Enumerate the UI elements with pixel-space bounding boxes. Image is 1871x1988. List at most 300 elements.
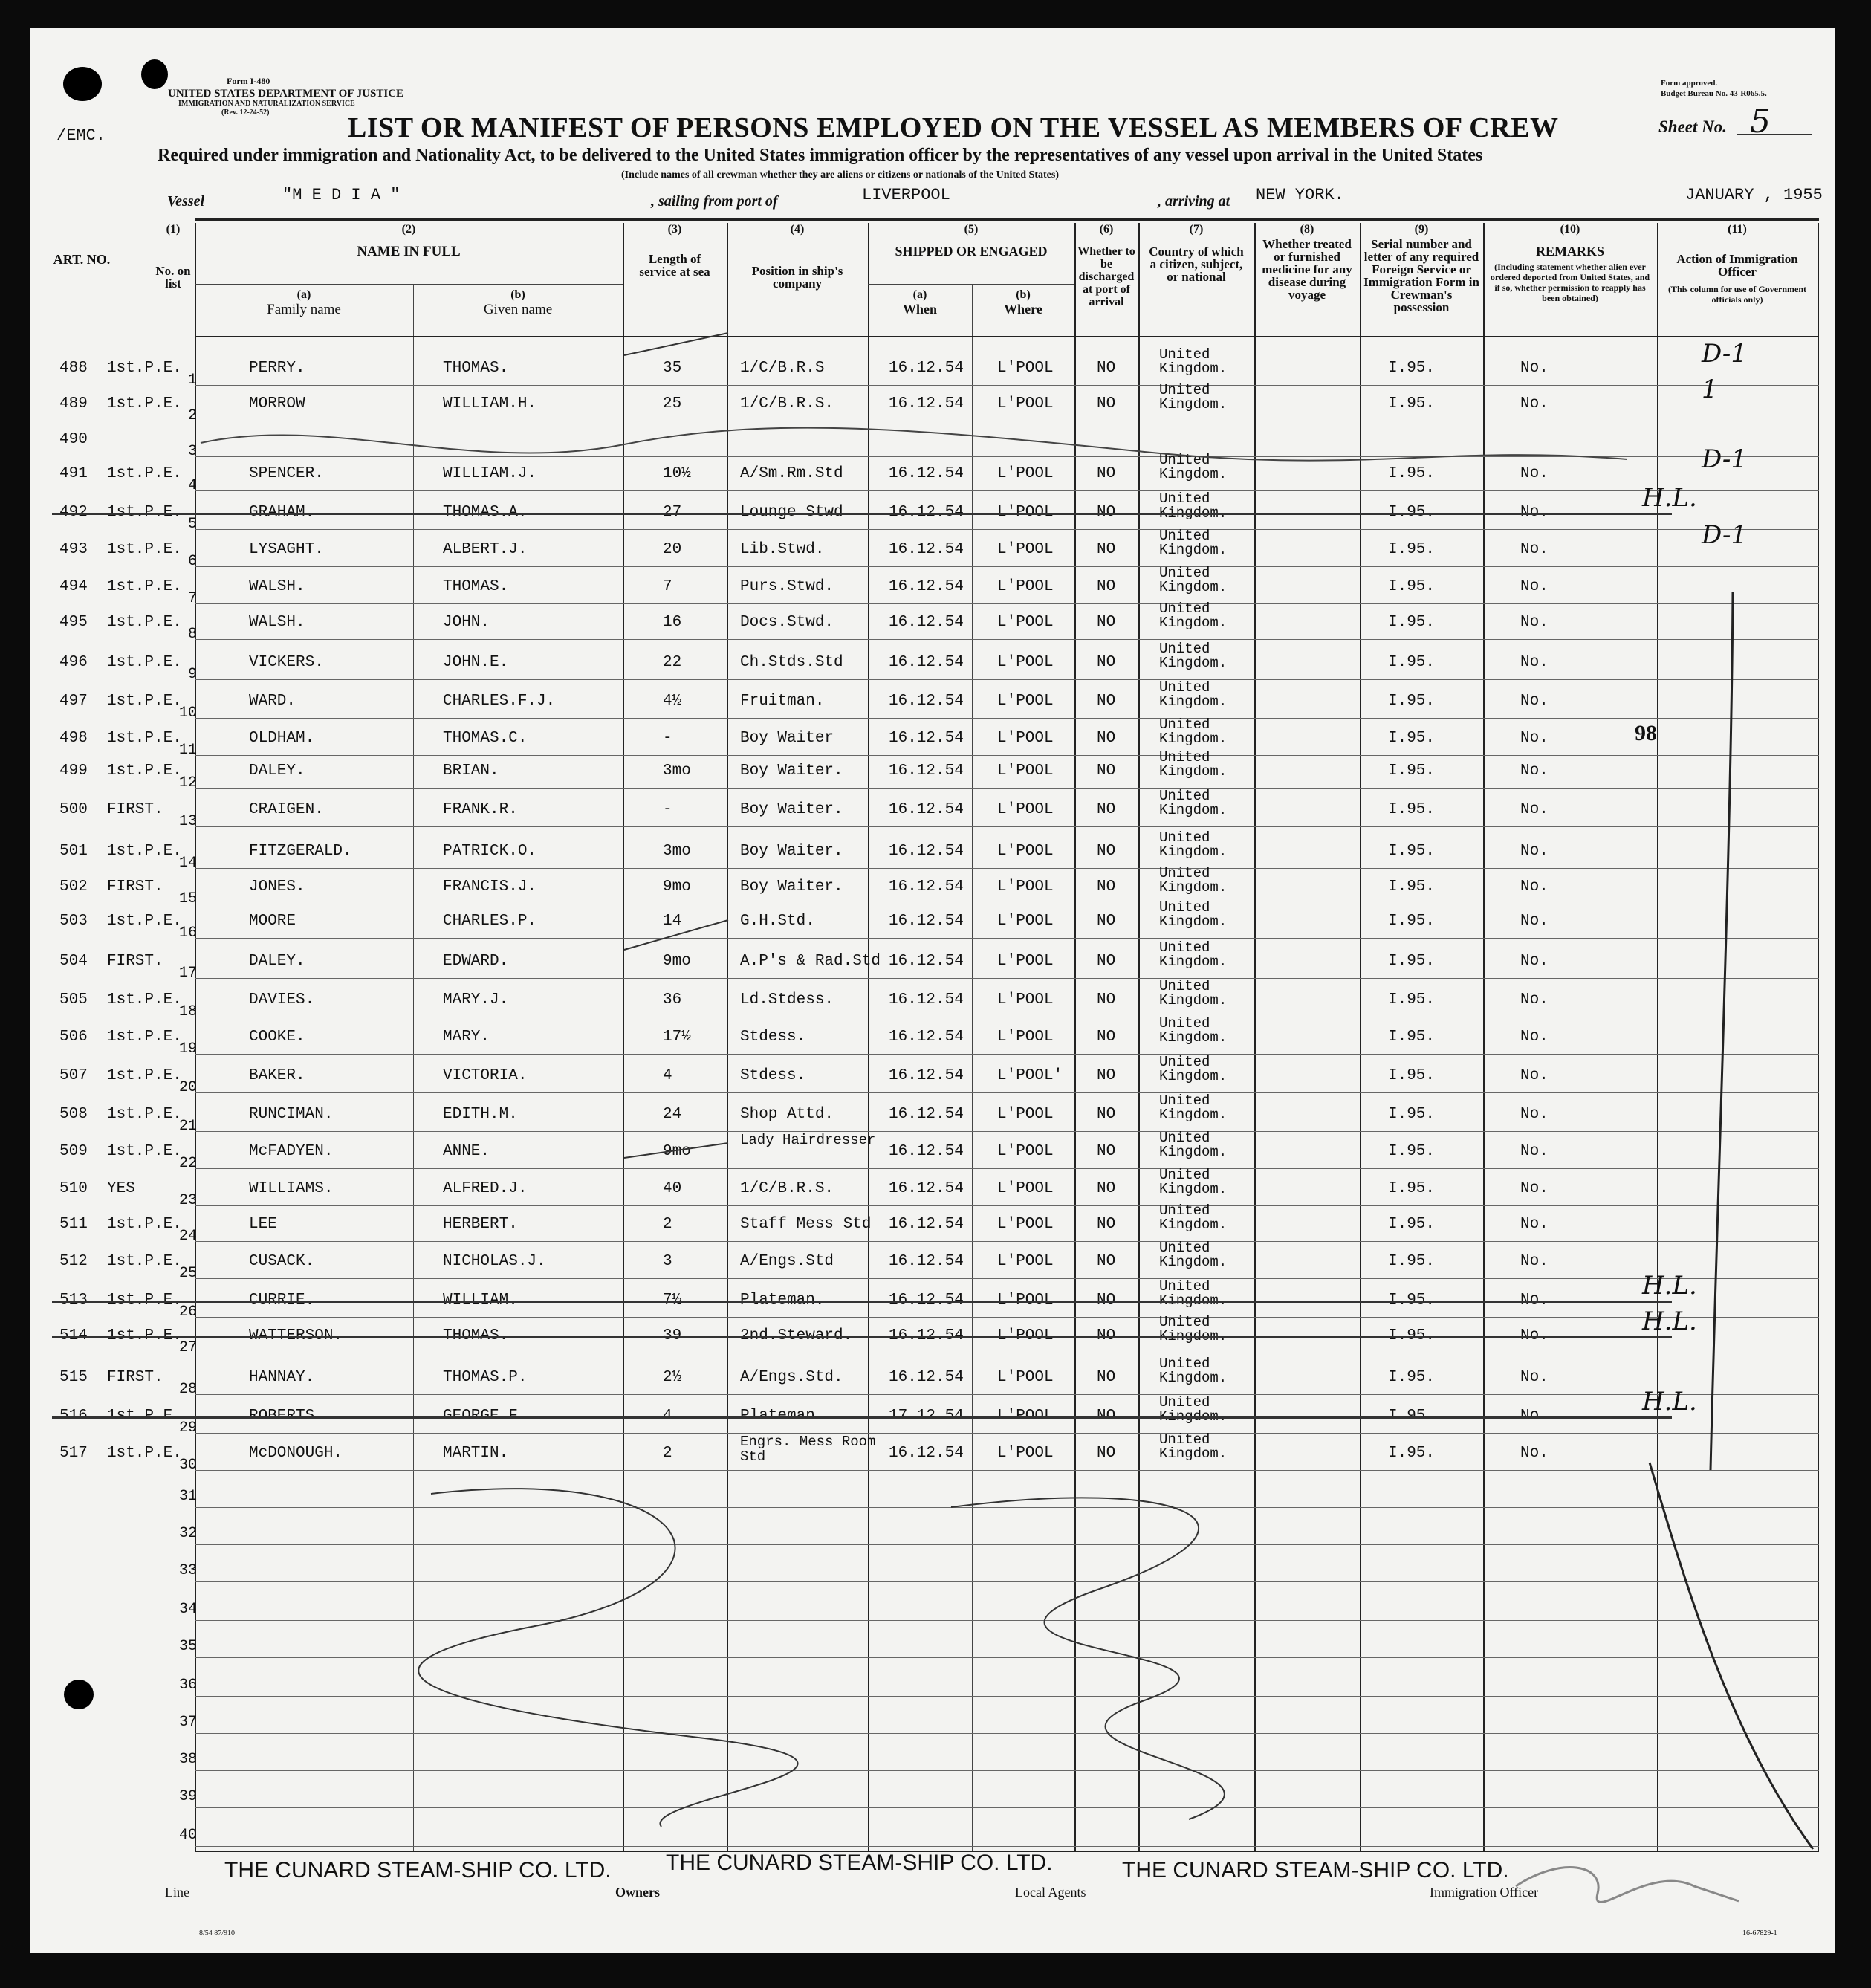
discharged: NO	[1097, 953, 1116, 970]
discharged: NO	[1097, 360, 1116, 377]
list-number: 15	[178, 890, 197, 907]
family-name: DALEY.	[249, 953, 305, 970]
country: United Kingdom.	[1159, 716, 1228, 747]
serial-form: I.95.	[1388, 1445, 1436, 1462]
family-name: LYSAGHT.	[249, 541, 324, 558]
position: Fruitman.	[740, 693, 825, 710]
position: Stdess.	[740, 1067, 806, 1084]
discharged: NO	[1097, 1216, 1116, 1233]
officer-action: D-1	[1702, 339, 1748, 369]
rating-class: 1st.P.E.	[107, 541, 182, 558]
remarks: No.	[1520, 801, 1549, 818]
immigration-officer-signature	[1516, 1868, 1739, 1903]
shipped-when: 16.12.54	[889, 730, 964, 747]
col9-header: Serial number and letter of any required Foreign Service or Immigration Form in Crewman's possession	[1363, 237, 1479, 314]
remarks: No.	[1520, 878, 1549, 896]
serial-form: I.95.	[1388, 763, 1436, 780]
rating-class: 1st.P.E.	[107, 360, 182, 377]
remarks: No.	[1520, 1216, 1549, 1233]
officer-action: H.L.	[1642, 483, 1697, 513]
list-number: 21	[178, 1118, 197, 1135]
art-number: 493	[59, 541, 88, 558]
serial-form: I.95.	[1388, 465, 1436, 482]
rating-class: 1st.P.E.	[107, 654, 182, 671]
serial-form: I.95.	[1388, 843, 1436, 860]
length-of-service: 3	[663, 1253, 672, 1270]
rating-class: 1st.P.E.	[107, 843, 182, 860]
form-subtitle: Required under immigration and Nationality Act, to be delivered to the United States immigration officer by the representatives of any vessel upon arrival in the United States	[158, 146, 1483, 165]
art-number: 512	[59, 1253, 88, 1270]
handwritten-side-number: 98	[1635, 721, 1657, 745]
remarks: No.	[1520, 953, 1549, 970]
empty-rows-squiggle-1	[418, 1489, 797, 1827]
revision-date: (Rev. 12-24-52)	[221, 109, 270, 117]
col11-header: Action of Immigration Officer	[1676, 252, 1798, 279]
list-number: 16	[178, 925, 197, 942]
art-number: 511	[59, 1216, 88, 1233]
length-of-service: 2	[663, 1216, 672, 1233]
shipped-where: L'POOL	[997, 913, 1054, 930]
art-number: 496	[59, 654, 88, 671]
family-name: LEE	[249, 1216, 277, 1233]
manifest-sheet	[30, 28, 1835, 1953]
shipped-where: L'POOL	[997, 843, 1054, 860]
family-name: CRAIGEN.	[249, 801, 324, 818]
given-name: ANNE.	[443, 1143, 490, 1160]
serial-form: I.95.	[1388, 614, 1436, 631]
col11-diagonal-line	[1650, 1463, 1813, 1849]
shipped-where: L'POOL	[997, 953, 1054, 970]
position: Shop Attd.	[740, 1106, 834, 1123]
family-name: OLDHAM.	[249, 730, 315, 747]
serial-form: I.95.	[1388, 395, 1436, 412]
col11-number: (11)	[1728, 223, 1747, 236]
given-name: THOMAS.C.	[443, 730, 528, 747]
col5-header: SHIPPED OR ENGAGED	[895, 244, 1048, 259]
art-number: 503	[59, 913, 88, 930]
col2-number: (2)	[401, 223, 416, 236]
shipped-when: 16.12.54	[889, 654, 964, 671]
shipped-where: L'POOL	[997, 763, 1054, 780]
position: 1/C/B.R.S.	[740, 395, 834, 412]
col5b-number: (b)	[1016, 288, 1031, 301]
printer-code-left: 8/54 87/910	[199, 1929, 236, 1937]
col7-header: Country of which a citizen, subject, or national	[1149, 245, 1244, 284]
officer-action: H.L.	[1642, 1271, 1697, 1301]
discharged: NO	[1097, 730, 1116, 747]
length-of-service: 3mo	[663, 763, 691, 780]
country: United Kingdom.	[1159, 1431, 1228, 1462]
remarks: No.	[1520, 913, 1549, 930]
position: A/Engs.Std.	[740, 1369, 843, 1386]
country: United Kingdom.	[1159, 939, 1228, 970]
arrival-date: JANUARY , 1955	[1685, 186, 1823, 204]
shipped-when: 16.12.54	[889, 878, 964, 896]
empty-row-number: 31	[178, 1488, 197, 1505]
remarks: No.	[1520, 541, 1549, 558]
col2a-number: (a)	[296, 288, 311, 301]
remarks: No.	[1520, 693, 1549, 710]
col10-note: (Including statement whether alien ever ordered deported from United States, and if so, whether permission to reapply has been obtained)	[1490, 262, 1650, 303]
position: Ld.Stdess.	[740, 991, 834, 1008]
given-name: THOMAS.	[443, 360, 509, 377]
country: United Kingdom.	[1159, 1356, 1228, 1386]
country: United Kingdom.	[1159, 528, 1228, 558]
serial-form: I.95.	[1388, 878, 1436, 896]
family-name: FITZGERALD.	[249, 843, 352, 860]
list-number: 1	[187, 372, 197, 389]
shipped-where: L'POOL	[997, 614, 1054, 631]
family-name: CUSACK.	[249, 1253, 315, 1270]
serial-form: I.95.	[1388, 541, 1436, 558]
discharged: NO	[1097, 654, 1116, 671]
col11-note: (This column for use of Government officials only)	[1667, 284, 1807, 305]
empty-row-number: 39	[178, 1788, 197, 1805]
shipped-when: 16.12.54	[889, 1180, 964, 1197]
family-name: McFADYEN.	[249, 1143, 334, 1160]
given-name: CHARLES.P.	[443, 913, 537, 930]
shipped-when: 16.12.54	[889, 1369, 964, 1386]
printer-code-right: 16-67829-1	[1742, 1929, 1777, 1937]
serial-form: I.95.	[1388, 991, 1436, 1008]
family-name: COOKE.	[249, 1029, 305, 1046]
list-number: 26	[178, 1304, 197, 1321]
shipped-where: L'POOL	[997, 1143, 1054, 1160]
col1-header: No. on list	[155, 264, 191, 291]
position: Boy Waiter.	[740, 843, 843, 860]
shipped-where: L'POOL	[997, 360, 1054, 377]
remarks: No.	[1520, 1253, 1549, 1270]
remarks: No.	[1520, 1180, 1549, 1197]
position: Boy Waiter.	[740, 763, 843, 780]
position: A/Engs.Std	[740, 1253, 834, 1270]
remarks: No.	[1520, 1029, 1549, 1046]
shipped-when: 16.12.54	[889, 693, 964, 710]
length-of-service: 4	[663, 1067, 672, 1084]
empty-row-number: 35	[178, 1638, 197, 1655]
rating-class: 1st.P.E.	[107, 1143, 182, 1160]
discharged: NO	[1097, 1067, 1116, 1084]
country: United Kingdom.	[1159, 1202, 1228, 1233]
form-title: LIST OR MANIFEST OF PERSONS EMPLOYED ON THE VESSEL AS MEMBERS OF CREW	[348, 112, 1559, 143]
owners-value: THE CUNARD STEAM-SHIP CO. LTD.	[666, 1851, 1053, 1875]
family-name: WARD.	[249, 693, 296, 710]
officer-action: H.L.	[1642, 1307, 1697, 1336]
vessel-label: Vessel	[167, 193, 204, 210]
position: Stdess.	[740, 1029, 806, 1046]
list-number: 3	[187, 443, 197, 460]
col2a-header: Family name	[267, 302, 341, 317]
art-number: 494	[59, 578, 88, 595]
position: Engrs. Mess Room Std	[740, 1434, 876, 1465]
sailing-label: , sailing from port of	[651, 193, 778, 210]
discharged: NO	[1097, 578, 1116, 595]
family-name: DAVIES.	[249, 991, 315, 1008]
given-name: MARY.	[443, 1029, 490, 1046]
list-number: 18	[178, 1003, 197, 1020]
art-number: 508	[59, 1106, 88, 1123]
length-column-ticks	[624, 333, 728, 1158]
handwritten-marks	[30, 28, 1835, 1953]
rating-class: 1st.P.E.	[107, 1216, 182, 1233]
family-name: McDONOUGH.	[249, 1445, 343, 1462]
country: United Kingdom.	[1159, 1015, 1228, 1046]
remarks: No.	[1520, 1067, 1549, 1084]
art-number: 515	[59, 1369, 88, 1386]
given-name: THOMAS.P.	[443, 1369, 528, 1386]
position: Purs.Stwd.	[740, 578, 834, 595]
family-name: VICKERS.	[249, 654, 324, 671]
shipped-where: L'POOL	[997, 654, 1054, 671]
remarks: No.	[1520, 465, 1549, 482]
art-number: 490	[59, 431, 88, 448]
length-of-service: 40	[663, 1180, 682, 1197]
serial-form: I.95.	[1388, 360, 1436, 377]
shipped-when: 16.12.54	[889, 541, 964, 558]
serial-form: I.95.	[1388, 1180, 1436, 1197]
art-number: 497	[59, 693, 88, 710]
rating-class: 1st.P.E.	[107, 1106, 182, 1123]
length-of-service: 2½	[663, 1369, 682, 1386]
list-number: 25	[178, 1265, 197, 1282]
serial-form: I.95.	[1388, 1369, 1436, 1386]
shipped-where: L'POOL	[997, 1253, 1054, 1270]
country: United Kingdom.	[1159, 865, 1228, 896]
family-name: PERRY.	[249, 360, 305, 377]
country: United Kingdom.	[1159, 1167, 1228, 1197]
col4-header: Position in ship's company	[751, 264, 843, 291]
empty-row-number: 32	[178, 1525, 197, 1542]
empty-row-number: 36	[178, 1677, 197, 1694]
shipped-when: 16.12.54	[889, 1067, 964, 1084]
shipped-when: 16.12.54	[889, 913, 964, 930]
col9-number: (9)	[1414, 223, 1429, 236]
serial-form: I.95.	[1388, 1067, 1436, 1084]
service-name: IMMIGRATION AND NATURALIZATION SERVICE	[178, 100, 355, 108]
position: Ch.Stds.Std	[740, 654, 843, 671]
discharged: NO	[1097, 1253, 1116, 1270]
shipped-where: L'POOL	[997, 1106, 1054, 1123]
col5a-header: When	[902, 302, 937, 317]
length-of-service: 36	[663, 991, 682, 1008]
rating-class: 1st.P.E.	[107, 395, 182, 412]
discharged: NO	[1097, 801, 1116, 818]
remarks: No.	[1520, 1106, 1549, 1123]
remarks: No.	[1520, 763, 1549, 780]
art-number: 488	[59, 360, 88, 377]
shipped-when: 16.12.54	[889, 1029, 964, 1046]
shipped-when: 16.12.54	[889, 991, 964, 1008]
length-of-service: -	[663, 801, 672, 818]
given-name: EDITH.M.	[443, 1106, 518, 1123]
discharged: NO	[1097, 1029, 1116, 1046]
shipped-where: L'POOL	[997, 801, 1054, 818]
serial-form: I.95.	[1388, 953, 1436, 970]
family-name: WALSH.	[249, 614, 305, 631]
art-number: 489	[59, 395, 88, 412]
length-of-service: 22	[663, 654, 682, 671]
col6-number: (6)	[1099, 223, 1114, 236]
serial-form: I.95.	[1388, 578, 1436, 595]
length-of-service: 7	[663, 578, 672, 595]
list-number: 27	[178, 1339, 197, 1356]
rating-class: 1st.P.E.	[107, 1029, 182, 1046]
rating-class: 1st.P.E.	[107, 693, 182, 710]
given-name: JOHN.	[443, 614, 490, 631]
shipped-where: L'POOL	[997, 1216, 1054, 1233]
list-number: 8	[187, 626, 197, 643]
shipped-when: 16.12.54	[889, 465, 964, 482]
form-number: Form I-480	[227, 76, 270, 86]
col7-number: (7)	[1189, 223, 1204, 236]
country: United Kingdom.	[1159, 452, 1228, 482]
art-number: 499	[59, 763, 88, 780]
art-number: 505	[59, 991, 88, 1008]
officer-action: 1	[1702, 375, 1718, 404]
discharged: NO	[1097, 614, 1116, 631]
rating-class: 1st.P.E.	[107, 1445, 182, 1462]
country: United Kingdom.	[1159, 1240, 1228, 1270]
rating-class: 1st.P.E.	[107, 991, 182, 1008]
length-of-service: -	[663, 730, 672, 747]
rating-class: YES	[107, 1180, 135, 1197]
given-name: HERBERT.	[443, 1216, 518, 1233]
shipped-where: L'POOL	[997, 991, 1054, 1008]
discharged: NO	[1097, 843, 1116, 860]
discharged: NO	[1097, 878, 1116, 896]
list-number: 12	[178, 774, 197, 791]
list-number: 6	[187, 553, 197, 570]
art-number: 506	[59, 1029, 88, 1046]
country: United	[1159, 490, 1210, 507]
length-of-service: 35	[663, 360, 682, 377]
empty-rows-squiggle-2	[951, 1498, 1225, 1819]
sheet-number-value: 5	[1750, 103, 1771, 140]
shipped-when: 16.12.54	[889, 360, 964, 377]
list-number: 11	[178, 742, 197, 759]
country: United Kingdom.	[1159, 679, 1228, 710]
length-of-service: 9mo	[663, 1143, 691, 1160]
rating-class: 1st.P.E.	[107, 578, 182, 595]
country: United Kingdom.	[1159, 1054, 1228, 1084]
given-name: JOHN.E.	[443, 654, 509, 671]
empty-row-number: 40	[178, 1827, 197, 1844]
length-of-service: 14	[663, 913, 682, 930]
col1-number: (1)	[166, 223, 181, 236]
col10-number: (10)	[1560, 223, 1580, 236]
length-of-service: 9mo	[663, 953, 691, 970]
vessel-name: "M E D I A "	[282, 186, 401, 204]
given-name: WILLIAM.J.	[443, 465, 537, 482]
shipped-where: L'POOL	[997, 1445, 1054, 1462]
list-number: 9	[187, 666, 197, 683]
remarks: No.	[1520, 654, 1549, 671]
list-number: 5	[187, 516, 197, 533]
list-number: 7	[187, 590, 197, 607]
col6-header: Whether to be discharged at port of arrival	[1077, 245, 1135, 308]
country: United	[1159, 1394, 1210, 1411]
serial-form: I.95.	[1388, 693, 1436, 710]
country: United	[1159, 1314, 1210, 1330]
family-name: BAKER.	[249, 1067, 305, 1084]
remarks: No.	[1520, 614, 1549, 631]
shipped-when: 16.12.54	[889, 578, 964, 595]
list-number: 30	[178, 1457, 197, 1474]
given-name: WILLIAM.H.	[443, 395, 537, 412]
length-of-service: 25	[663, 395, 682, 412]
list-number: 14	[178, 855, 197, 872]
position: Lib.Stwd.	[740, 541, 825, 558]
country: United Kingdom.	[1159, 978, 1228, 1008]
art-number: 495	[59, 614, 88, 631]
position: A.P's & Rad.Std	[740, 953, 881, 970]
departure-port: LIVERPOOL	[862, 186, 950, 204]
local-agents-label: Local Agents	[1015, 1885, 1086, 1900]
art-no-header: ART. NO.	[53, 252, 111, 267]
shipped-when: 16.12.54	[889, 1143, 964, 1160]
length-of-service: 20	[663, 541, 682, 558]
list-number: 22	[178, 1155, 197, 1172]
country: United Kingdom.	[1159, 749, 1228, 780]
shipped-when: 16.12.54	[889, 1106, 964, 1123]
department-name: UNITED STATES DEPARTMENT OF JUSTICE	[168, 88, 404, 100]
position: 1/C/B.R.S.	[740, 1180, 834, 1197]
art-number: 491	[59, 465, 88, 482]
officer-action: H.L.	[1642, 1387, 1697, 1416]
list-number: 24	[178, 1228, 197, 1245]
position: G.H.Std.	[740, 913, 815, 930]
rating-class: 1st.P.E.	[107, 465, 182, 482]
rating-class: 1st.P.E.	[107, 614, 182, 631]
list-number: 2	[187, 407, 197, 424]
shipped-when: 16.12.54	[889, 843, 964, 860]
list-number: 29	[178, 1419, 197, 1437]
serial-form: I.95.	[1388, 730, 1436, 747]
rating-class: 1st.P.E.	[107, 763, 182, 780]
remarks: No.	[1520, 730, 1549, 747]
rating-class: 1st.P.E.	[107, 730, 182, 747]
discharged: NO	[1097, 913, 1116, 930]
col3-header: Length of service at sea	[639, 252, 710, 279]
discharged: NO	[1097, 991, 1116, 1008]
shipped-when: 16.12.54	[889, 801, 964, 818]
remarks: No.	[1520, 578, 1549, 595]
local-agents-value: THE CUNARD STEAM-SHIP CO. LTD.	[1122, 1858, 1509, 1882]
position: Boy Waiter	[740, 730, 834, 747]
country: United Kingdom.	[1159, 600, 1228, 631]
given-name: CHARLES.F.J.	[443, 693, 556, 710]
length-of-service: 10½	[663, 465, 691, 482]
serial-form: I.95.	[1388, 654, 1436, 671]
length-of-service: 3mo	[663, 843, 691, 860]
discharged: NO	[1097, 1106, 1116, 1123]
arrival-port: NEW YORK.	[1256, 186, 1344, 204]
shipped-where: L'POOL	[997, 693, 1054, 710]
discharged: NO	[1097, 1180, 1116, 1197]
col3-number: (3)	[667, 223, 682, 236]
given-name: NICHOLAS.J.	[443, 1253, 546, 1270]
shipped-where: L'POOL'	[997, 1067, 1063, 1084]
serial-form: I.95.	[1388, 1029, 1436, 1046]
position: Docs.Stwd.	[740, 614, 834, 631]
rating-class: FIRST.	[107, 878, 163, 896]
length-of-service: 16	[663, 614, 682, 631]
family-name: HANNAY.	[249, 1369, 315, 1386]
length-of-service: 17½	[663, 1029, 691, 1046]
given-name: MARY.J.	[443, 991, 509, 1008]
given-name: THOMAS.	[443, 578, 509, 595]
discharged: NO	[1097, 763, 1116, 780]
